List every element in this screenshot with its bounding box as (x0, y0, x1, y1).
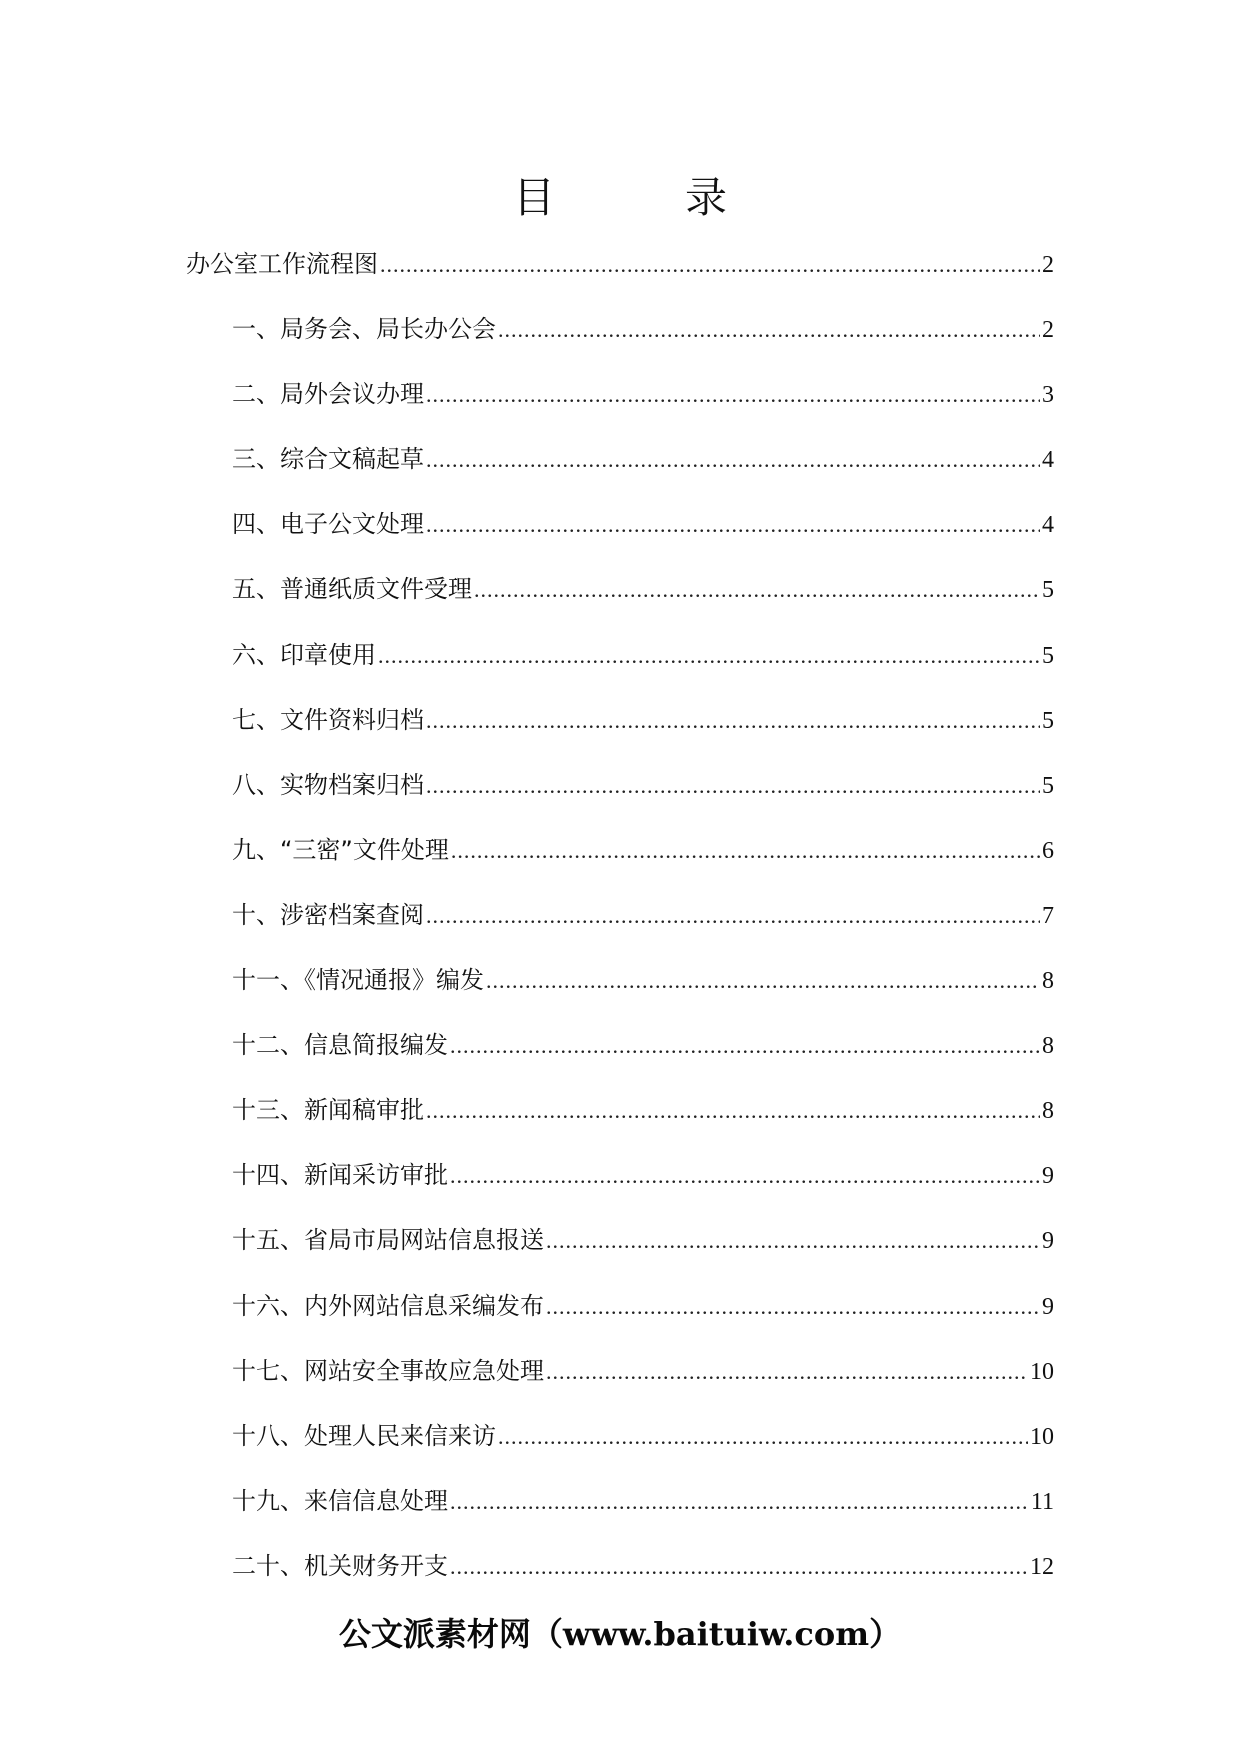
toc-dot-leader (498, 314, 1040, 346)
toc-entry-label: 十八、处理人民来信来访 (232, 1421, 496, 1450)
toc-entry[interactable] (186, 891, 1054, 956)
toc-entry-label: 十二、信息简报编发 (232, 1031, 448, 1060)
page-title: 目 录 (512, 173, 771, 222)
toc-entry[interactable] (186, 240, 1054, 305)
toc-dot-leader (426, 444, 1040, 476)
toc-entry[interactable] (186, 435, 1054, 500)
toc-page-number: 8 (1042, 1098, 1054, 1125)
toc-entry-label: 四、电子公文处理 (232, 510, 424, 539)
toc-page-number: 12 (1030, 1553, 1054, 1580)
toc-entry[interactable] (186, 1282, 1054, 1347)
toc-entry[interactable] (186, 305, 1054, 370)
toc-page-number: 10 (1030, 1358, 1054, 1385)
toc-dot-leader (378, 640, 1040, 672)
toc-dot-leader (450, 1551, 1028, 1583)
toc-page-number: 4 (1042, 447, 1054, 474)
toc-entry-label: 十九、来信信息处理 (232, 1486, 448, 1515)
toc-dot-leader (451, 835, 1040, 867)
toc-entry-label: 十一、《情况通报》编发 (232, 966, 484, 995)
toc-entry[interactable] (186, 696, 1054, 761)
toc-entry-label: 七、文件资料归档 (232, 705, 424, 734)
toc-entry-label: 六、印章使用 (232, 640, 376, 669)
toc-dot-leader (546, 1356, 1028, 1388)
toc-entry[interactable] (186, 631, 1054, 696)
toc-page-number: 5 (1042, 707, 1054, 734)
toc-entry[interactable] (186, 1151, 1054, 1216)
toc-entry[interactable] (186, 1412, 1054, 1477)
toc-dot-leader (426, 770, 1040, 802)
toc-dot-leader (426, 705, 1040, 737)
toc-page-number: 11 (1030, 1488, 1054, 1515)
toc-page-number: 10 (1030, 1423, 1054, 1450)
toc-entry[interactable] (186, 826, 1054, 891)
toc-entry-label: 二、局外会议办理 (232, 380, 424, 409)
toc-page-number: 4 (1042, 512, 1054, 539)
toc-page-number: 9 (1042, 1163, 1054, 1190)
toc-entry-label: 十四、新闻采访审批 (232, 1161, 448, 1190)
toc-dot-leader (450, 1160, 1040, 1192)
toc-page-number: 2 (1042, 317, 1054, 344)
toc-page-number: 5 (1042, 642, 1054, 669)
toc-dot-leader (450, 1030, 1040, 1062)
toc-dot-leader (426, 379, 1040, 411)
toc-dot-leader (546, 1291, 1040, 1323)
toc-entry[interactable] (186, 565, 1054, 630)
footer-source-note: 公文派素材网（www.baituiw.com） (338, 1615, 902, 1653)
toc-entry-label: 九、“三密”文件处理 (232, 835, 449, 864)
toc-entry-label: 二十、机关财务开支 (232, 1551, 448, 1580)
toc-dot-leader (426, 509, 1040, 541)
toc-dot-leader (546, 1225, 1040, 1257)
toc-entry[interactable] (186, 500, 1054, 565)
toc-dot-leader (474, 574, 1040, 606)
toc-entry-label: 十、涉密档案查阅 (232, 900, 424, 929)
toc-dot-leader (426, 900, 1040, 932)
toc-entry[interactable] (186, 1086, 1054, 1151)
toc-dot-leader (380, 249, 1040, 281)
toc-entry[interactable] (186, 1542, 1054, 1607)
toc-dot-leader (486, 965, 1040, 997)
toc-page-number: 3 (1042, 382, 1054, 409)
toc-entry[interactable] (186, 1216, 1054, 1281)
toc-entry[interactable] (186, 1477, 1054, 1542)
toc-page-number: 9 (1042, 1293, 1054, 1320)
toc-entry-label: 五、普通纸质文件受理 (232, 575, 472, 604)
toc-page-number: 8 (1042, 968, 1054, 995)
toc-page-number: 6 (1042, 837, 1054, 864)
toc-dot-leader (498, 1421, 1028, 1453)
toc-page-number: 7 (1042, 902, 1054, 929)
toc-entry-label: 十六、内外网站信息采编发布 (232, 1291, 544, 1320)
toc-entry-label: 十五、省局市局网站信息报送 (232, 1226, 544, 1255)
toc-page-number: 8 (1042, 1033, 1054, 1060)
toc-entry[interactable] (186, 370, 1054, 435)
toc-page-number: 5 (1042, 577, 1054, 604)
toc-page-number: 9 (1042, 1228, 1054, 1255)
table-of-contents (186, 240, 1054, 1607)
toc-dot-leader (450, 1486, 1029, 1518)
toc-entry[interactable] (186, 1347, 1054, 1412)
toc-page-number: 2 (1042, 252, 1054, 278)
toc-dot-leader (426, 1095, 1040, 1127)
toc-entry[interactable] (186, 956, 1054, 1021)
toc-entry[interactable] (186, 761, 1054, 826)
toc-entry-label: 办公室工作流程图 (186, 250, 378, 278)
toc-entry-label: 八、实物档案归档 (232, 770, 424, 799)
toc-entry-label: 十七、网站安全事故应急处理 (232, 1356, 544, 1385)
toc-page-number: 5 (1042, 772, 1054, 799)
toc-entry-label: 十三、新闻稿审批 (232, 1096, 424, 1125)
toc-entry-label: 三、综合文稿起草 (232, 445, 424, 474)
toc-entry-label: 一、局务会、局长办公会 (232, 315, 496, 344)
toc-entry[interactable] (186, 1021, 1054, 1086)
